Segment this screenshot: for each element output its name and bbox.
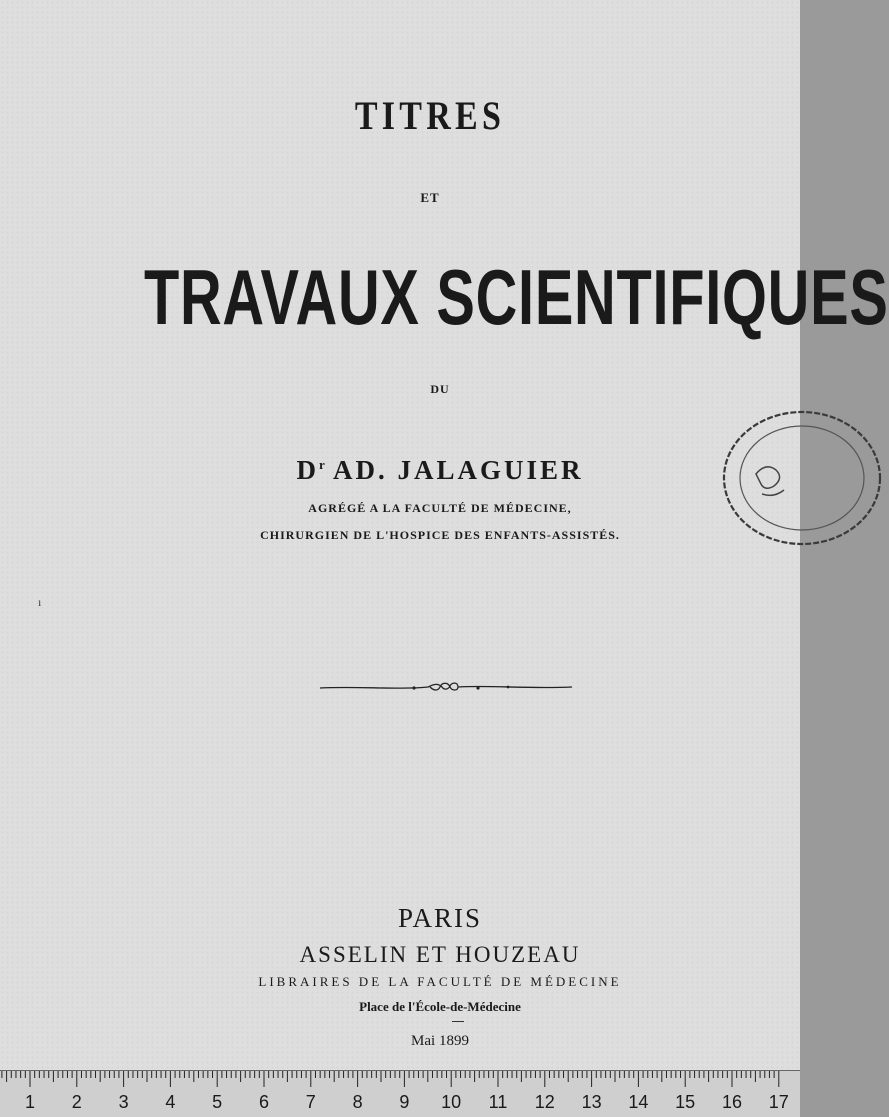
title-line-1: TITRES [354, 93, 506, 138]
author-name-text: AD. JALAGUIER [333, 455, 584, 485]
ruler-number: 17 [768, 1092, 789, 1112]
author-role-2: CHIRURGIEN DE L'HOSPICE DES ENFANTS-ASSISTÉS. [260, 528, 620, 542]
ruler-number: 10 [441, 1092, 462, 1112]
ruler-number: 15 [675, 1092, 696, 1112]
ruler-number: 4 [165, 1092, 176, 1112]
ruler-number: 16 [721, 1092, 743, 1112]
margin-mark: ı [38, 595, 42, 609]
publisher-name: ASSELIN ET HOUZEAU [299, 942, 581, 967]
ruler-number: 11 [488, 1092, 508, 1112]
ruler-number: 12 [534, 1092, 555, 1112]
author-role-1: AGRÉGÉ A LA FACULTÉ DE MÉDECINE, [308, 501, 572, 515]
publisher-address: Place de l'École-de-Médecine [359, 999, 521, 1014]
ruler-number: 7 [305, 1092, 316, 1112]
ruler-number: 6 [258, 1092, 270, 1112]
ruler-number: 1 [24, 1092, 36, 1112]
ornament-divider [318, 676, 574, 698]
library-stamp [716, 404, 806, 554]
ruler-number: 3 [118, 1092, 129, 1112]
measuring-ruler [0, 1070, 800, 1117]
author-prefix: D [296, 455, 319, 485]
publisher-role: LIBRAIRES DE LA FACULTÉ DE MÉDECINE [258, 974, 622, 989]
author-prefix-sup: r [318, 457, 325, 472]
ruler-number: 2 [71, 1092, 82, 1112]
separator-dash [452, 1021, 464, 1022]
ruler-number: 13 [581, 1092, 602, 1112]
preposition: DU [430, 382, 450, 396]
ruler-number: 8 [352, 1092, 363, 1112]
ruler-number: 9 [399, 1092, 410, 1112]
ruler-number: 5 [212, 1092, 223, 1112]
ruler-number: 14 [628, 1092, 649, 1112]
title-line-2: TRAVAUX SCIENTIFIQUES [144, 253, 889, 341]
publication-date: Mai 1899 [411, 1033, 469, 1049]
publisher-city: PARIS [397, 903, 483, 933]
title-conjunction: ET [420, 190, 440, 205]
